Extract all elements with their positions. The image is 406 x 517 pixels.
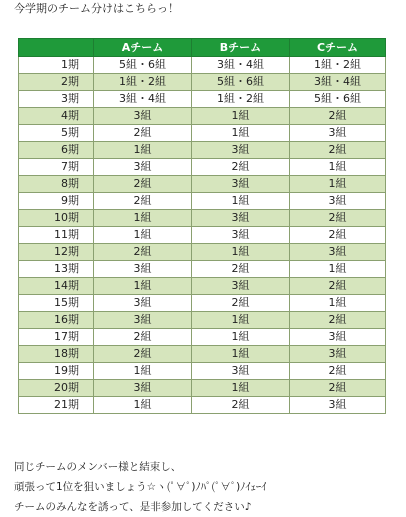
period-cell: 2期	[19, 74, 94, 91]
team-a-cell: 5組・6組	[94, 57, 192, 74]
team-a-cell: 1組	[94, 363, 192, 380]
table-row	[19, 57, 386, 74]
team-c-cell: 1組・2組	[290, 57, 386, 74]
team-a-cell: 1組	[94, 397, 192, 414]
period-cell: 17期	[19, 329, 94, 346]
team-b-cell: 1組	[192, 329, 290, 346]
table-row	[19, 244, 386, 261]
team-b-cell: 3組	[192, 210, 290, 227]
footer-line: チームのみんなを誘って、是非参加してください♪	[14, 501, 252, 513]
team-b-cell: 1組	[192, 346, 290, 363]
team-c-cell: 3組	[290, 244, 386, 261]
team-a-cell: 2組	[94, 125, 192, 142]
team-c-cell: 3組	[290, 329, 386, 346]
period-cell: 18期	[19, 346, 94, 363]
table-row	[19, 74, 386, 91]
team-c-cell: 3組	[290, 125, 386, 142]
team-c-cell: 2組	[290, 210, 386, 227]
team-b-cell: 1組	[192, 312, 290, 329]
team-b-cell: 1組	[192, 380, 290, 397]
footer-line: 頑張って1位を狙いましょう☆ヽ(ﾟ∀ﾟ)ﾉﾊﾟ(ﾟ∀ﾟ)ﾉｲｪｰｲ	[14, 481, 267, 493]
table-row	[19, 91, 386, 108]
table-row	[19, 397, 386, 414]
table-row	[19, 295, 386, 312]
period-cell: 4期	[19, 108, 94, 125]
table-row	[19, 159, 386, 176]
team-c-cell: 2組	[290, 278, 386, 295]
period-cell: 12期	[19, 244, 94, 261]
period-cell: 5期	[19, 125, 94, 142]
intro-text: 今学期のチーム分けはこちらっ！	[14, 2, 179, 15]
team-c-cell: 2組	[290, 142, 386, 159]
team-c-cell: 3組	[290, 193, 386, 210]
team-b-cell: 2組	[192, 159, 290, 176]
table-row	[19, 312, 386, 329]
team-a-cell: 3組	[94, 159, 192, 176]
team-a-cell: 3組	[94, 380, 192, 397]
team-c-cell: 5組・6組	[290, 91, 386, 108]
team-a-cell: 2組	[94, 193, 192, 210]
team-b-cell: 1組・2組	[192, 91, 290, 108]
header-cell-team-c: Cチーム	[290, 39, 386, 57]
team-c-cell: 3組	[290, 346, 386, 363]
table-row	[19, 380, 386, 397]
period-cell: 7期	[19, 159, 94, 176]
table-row	[19, 363, 386, 380]
team-a-cell: 3組	[94, 261, 192, 278]
table-row	[19, 125, 386, 142]
period-cell: 21期	[19, 397, 94, 414]
team-c-cell: 2組	[290, 312, 386, 329]
period-cell: 15期	[19, 295, 94, 312]
team-c-cell: 3組	[290, 397, 386, 414]
team-c-cell: 1組	[290, 261, 386, 278]
period-cell: 16期	[19, 312, 94, 329]
team-a-cell: 1組	[94, 227, 192, 244]
table-row	[19, 210, 386, 227]
period-cell: 19期	[19, 363, 94, 380]
footer-message	[14, 457, 266, 517]
period-cell: 1期	[19, 57, 94, 74]
table-row	[19, 261, 386, 278]
table-row	[19, 108, 386, 125]
table-row	[19, 278, 386, 295]
header-cell-team-b: Bチーム	[192, 39, 290, 57]
team-c-cell: 2組	[290, 380, 386, 397]
team-schedule-table	[18, 38, 386, 414]
header-cell-period	[19, 39, 94, 57]
table-header-row	[19, 39, 386, 57]
team-b-cell: 3組・4組	[192, 57, 290, 74]
team-b-cell: 3組	[192, 227, 290, 244]
period-cell: 9期	[19, 193, 94, 210]
team-a-cell: 2組	[94, 176, 192, 193]
table-row	[19, 227, 386, 244]
team-b-cell: 3組	[192, 142, 290, 159]
team-a-cell: 1組	[94, 278, 192, 295]
team-b-cell: 2組	[192, 295, 290, 312]
table-row	[19, 176, 386, 193]
team-c-cell: 2組	[290, 108, 386, 125]
team-c-cell: 2組	[290, 363, 386, 380]
team-a-cell: 2組	[94, 244, 192, 261]
team-b-cell: 3組	[192, 363, 290, 380]
team-c-cell: 3組・4組	[290, 74, 386, 91]
footer-line: 同じチームのメンバー様と結束し、	[14, 461, 182, 473]
period-cell: 13期	[19, 261, 94, 278]
header-cell-team-a: Aチーム	[94, 39, 192, 57]
team-b-cell: 1組	[192, 244, 290, 261]
team-a-cell: 3組	[94, 108, 192, 125]
period-cell: 20期	[19, 380, 94, 397]
team-b-cell: 3組	[192, 278, 290, 295]
period-cell: 10期	[19, 210, 94, 227]
team-a-cell: 3組	[94, 295, 192, 312]
team-b-cell: 5組・6組	[192, 74, 290, 91]
team-c-cell: 1組	[290, 176, 386, 193]
table-row	[19, 142, 386, 159]
table-row	[19, 193, 386, 210]
team-a-cell: 1組	[94, 142, 192, 159]
team-b-cell: 3組	[192, 176, 290, 193]
team-c-cell: 2組	[290, 227, 386, 244]
team-b-cell: 2組	[192, 261, 290, 278]
table-body	[19, 57, 386, 414]
team-a-cell: 1組・2組	[94, 74, 192, 91]
period-cell: 3期	[19, 91, 94, 108]
team-b-cell: 1組	[192, 125, 290, 142]
team-c-cell: 1組	[290, 295, 386, 312]
team-c-cell: 1組	[290, 159, 386, 176]
team-a-cell: 2組	[94, 329, 192, 346]
team-b-cell: 1組	[192, 193, 290, 210]
table-row	[19, 329, 386, 346]
period-cell: 8期	[19, 176, 94, 193]
team-a-cell: 3組	[94, 312, 192, 329]
team-b-cell: 2組	[192, 397, 290, 414]
period-cell: 11期	[19, 227, 94, 244]
period-cell: 14期	[19, 278, 94, 295]
table-row	[19, 346, 386, 363]
team-a-cell: 3組・4組	[94, 91, 192, 108]
team-a-cell: 2組	[94, 346, 192, 363]
team-a-cell: 1組	[94, 210, 192, 227]
period-cell: 6期	[19, 142, 94, 159]
team-b-cell: 1組	[192, 108, 290, 125]
